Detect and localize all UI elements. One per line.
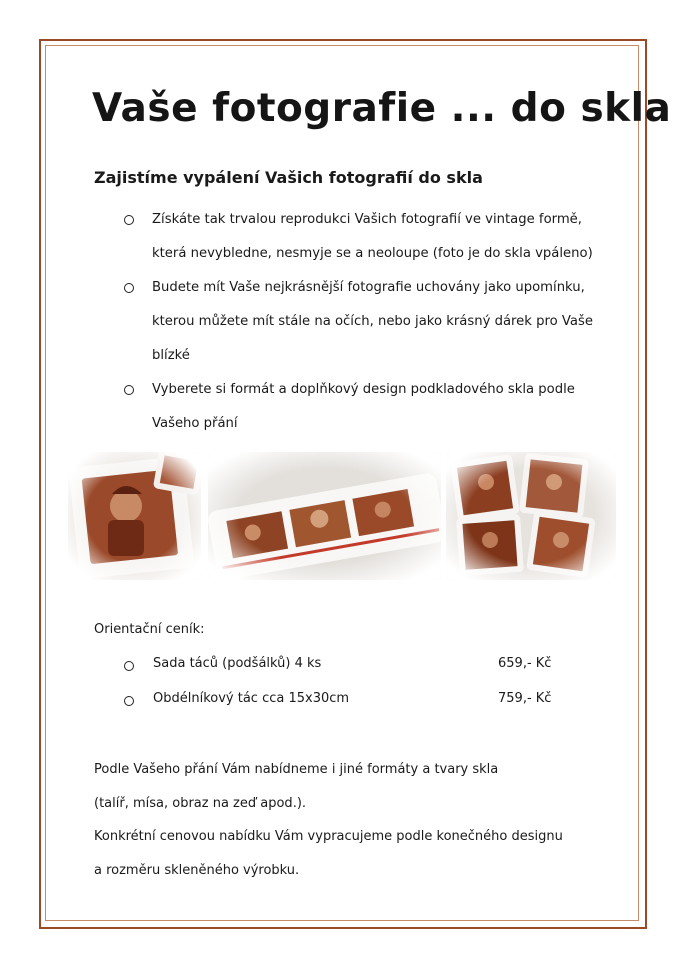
bullet-circle-icon: [124, 385, 134, 395]
feature-item: [120, 373, 620, 441]
price-value: 759,- Kč: [498, 691, 552, 706]
price-row: [120, 691, 580, 711]
photo-coasters-portrait: [68, 452, 201, 580]
footer-line: Konkrétní cenovou nabídku Vám vypracujeme podle konečného designu: [94, 829, 563, 844]
photo-coaster-set: [446, 452, 616, 580]
subtitle: Zajistíme vypálení Vašich fotografií do skla: [94, 168, 483, 187]
footer-line: (talíř, mísa, obraz na zeď apod.).: [94, 796, 307, 811]
price-item-name: Sada táců (podšálků) 4 ks: [153, 656, 322, 671]
bullet-circle-icon: [124, 661, 134, 671]
bullet-circle-icon: [124, 696, 134, 706]
bullet-circle-icon: [124, 283, 134, 293]
price-item-name: Obdélníkový tác cca 15x30cm: [153, 691, 350, 706]
footer-line: Podle Vašeho přání Vám nabídneme i jiné formáty a tvary skla: [94, 762, 499, 777]
price-row: [120, 656, 580, 676]
feature-item: [120, 203, 620, 271]
feature-text: Získáte tak trvalou reprodukci Vašich fotografií ve vintage formě, která nevybledne, nesmyje se a neoloupe (foto je do skla vpáleno): [152, 212, 593, 261]
bullet-circle-icon: [124, 215, 134, 225]
feature-list: [120, 203, 620, 441]
feature-item: [120, 271, 620, 373]
price-value: 659,- Kč: [498, 656, 552, 671]
feature-text: Budete mít Vaše nejkrásnější fotografie uchovány jako upomínku, kterou můžete mít stále na očích, nebo jako krásný dárek pro Vaše blízké: [152, 280, 593, 363]
photo-tray: [208, 452, 441, 580]
pricelist-heading: Orientační ceník:: [94, 622, 205, 637]
page-title: Vaše fotografie ... do skla: [92, 86, 672, 131]
feature-text: Vyberete si formát a doplňkový design podkladového skla podle Vašeho přání: [152, 382, 575, 431]
footer-line: a rozměru skleněného výrobku.: [94, 863, 300, 878]
